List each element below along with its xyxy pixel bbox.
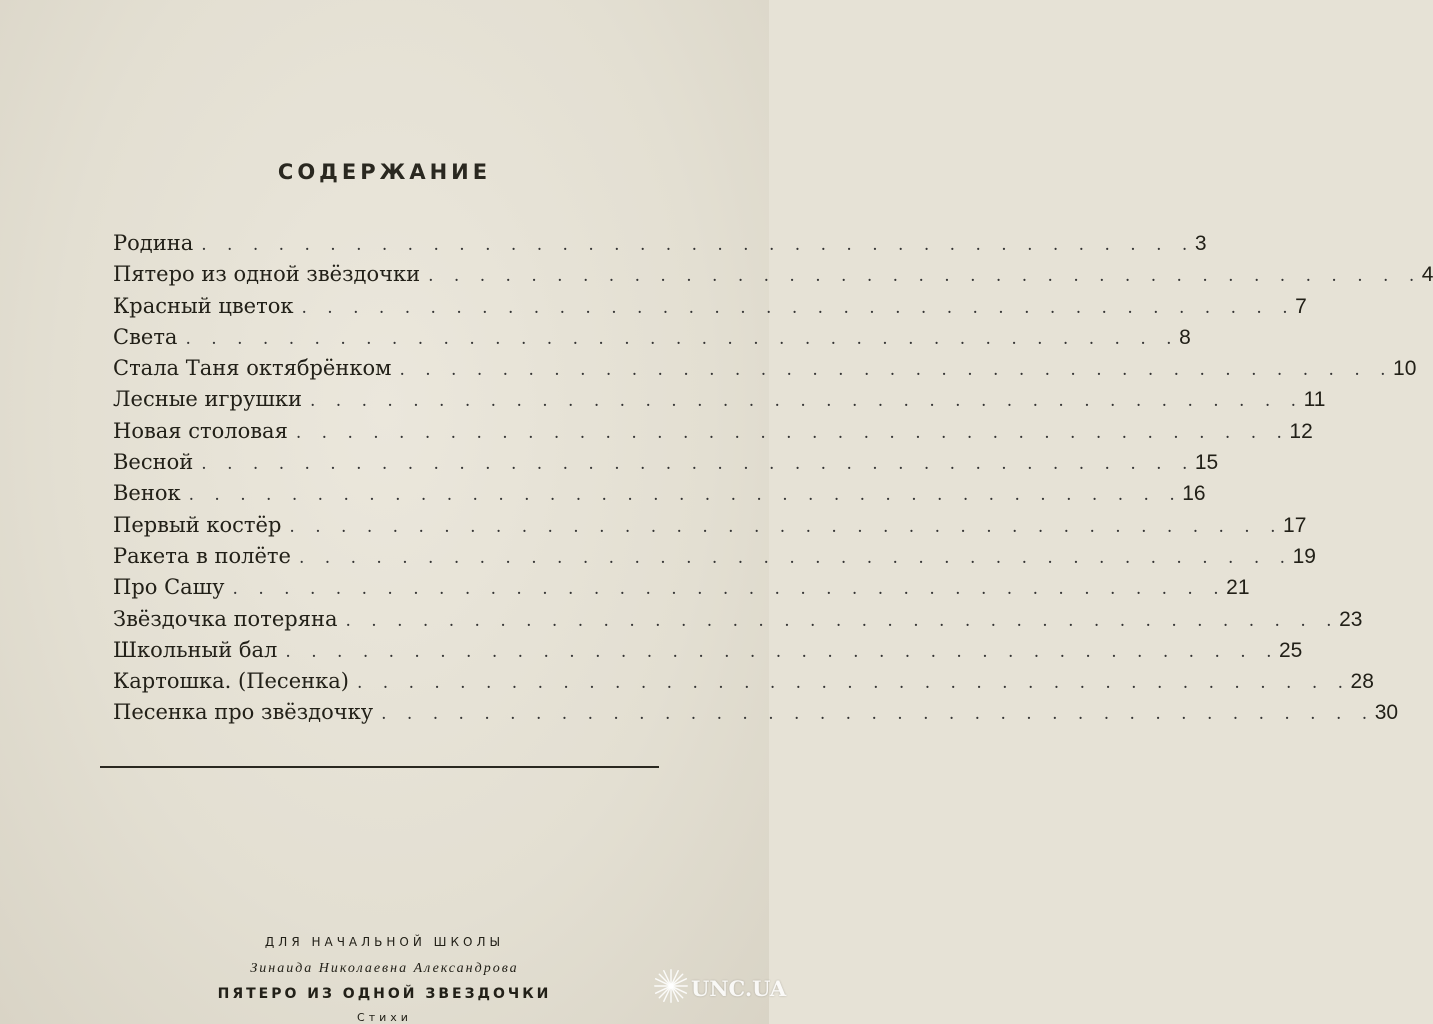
toc-entry	[113, 478, 1206, 509]
toc-leader-dots: . . . . . . . . . . . . . . . . . . . . . . . . . . . . . . . . . . . . . . .	[345, 610, 1340, 631]
toc-leader-dots: . . . . . . . . . . . . . . . . . . . . . . . . . . . . . . . . . . . . . . .	[428, 266, 1422, 287]
toc-entry-page: 3	[1194, 232, 1207, 255]
imprint-author: Зинаида Николаевна Александрова	[250, 961, 519, 976]
toc-entry-title: Новая столовая	[113, 418, 288, 443]
toc-entry	[113, 697, 1399, 728]
toc-entry	[113, 635, 1303, 666]
toc-entry-page: 4	[1421, 263, 1433, 287]
table-of-contents	[113, 228, 1433, 729]
section-divider	[100, 766, 659, 768]
toc-entry-title: Пятеро из одной звёздочки	[113, 262, 421, 287]
toc-leader-dots: . . . . . . . . . . . . . . . . . . . . . . . . . . . . . . . . . . . . . . .	[298, 547, 1293, 568]
toc-entry	[113, 353, 1417, 384]
toc-leader-dots: . . . . . . . . . . . . . . . . . . . . . . . . . . . . . . . . . . . . . . .	[188, 485, 1183, 506]
imprint-series: ДЛЯ НАЧАЛЬНОЙ ШКОЛЫ	[264, 935, 505, 949]
toc-entry-page: 23	[1339, 607, 1363, 631]
toc-leader-dots: . . . . . . . . . . . . . . . . . . . . . . . . . . . . . . . . . . . . . . .	[201, 235, 1195, 255]
toc-leader-dots: . . . . . . . . . . . . . . . . . . . . . . . . . . . . . . . . . . . . . . .	[399, 360, 1394, 381]
toc-entry-page: 25	[1278, 638, 1303, 662]
toc-entry-title: Стала Таня октябрёнком	[113, 356, 392, 381]
toc-entry-title: Первый костёр	[113, 512, 282, 537]
toc-entry-title: Школьный бал	[113, 637, 278, 662]
toc-leader-dots: . . . . . . . . . . . . . . . . . . . . . . . . . . . . . . . . . . . . . . .	[232, 579, 1227, 600]
toc-entry-title: Родина	[113, 231, 194, 255]
toc-entry-page: 10	[1393, 357, 1417, 381]
toc-entry-title: Венок	[113, 481, 181, 506]
toc-entry-title: Звёздочка потеряна	[113, 606, 338, 631]
toc-entry	[113, 572, 1250, 603]
toc-leader-dots: . . . . . . . . . . . . . . . . . . . . . . . . . . . . . . . . . . . . . . .	[309, 391, 1304, 412]
toc-entry-page: 16	[1182, 482, 1206, 506]
toc-entry	[113, 259, 1433, 290]
toc-leader-dots: . . . . . . . . . . . . . . . . . . . . . . . . . . . . . . . . . . . . . . .	[381, 704, 1375, 725]
toc-entry	[113, 666, 1374, 697]
toc-entry-title: Лесные игрушки	[113, 387, 302, 412]
toc-entry	[113, 604, 1363, 635]
toc-entry-page: 8	[1179, 325, 1191, 349]
toc-entry-title: Света	[113, 324, 178, 349]
toc-entry-page: 7	[1295, 294, 1307, 318]
watermark	[653, 966, 787, 1010]
toc-entry-page: 30	[1374, 701, 1399, 725]
imprint-genre: Стихи	[357, 1011, 412, 1024]
toc-entry	[113, 447, 1219, 478]
toc-entry-title: Картошка. (Песенка)	[113, 669, 349, 694]
toc-title: СОДЕРЖАНИЕ	[277, 160, 492, 184]
toc-leader-dots: . . . . . . . . . . . . . . . . . . . . . . . . . . . . . . . . . . . . . . .	[185, 328, 1180, 349]
toc-entry-title: Красный цветок	[113, 293, 294, 318]
toc-entry	[113, 291, 1307, 322]
toc-leader-dots: . . . . . . . . . . . . . . . . . . . . . . . . . . . . . . . . . . . . . . .	[289, 516, 1284, 537]
toc-entry-page: 17	[1283, 513, 1307, 537]
toc-entry-page: 21	[1226, 576, 1250, 600]
sparkle-icon	[653, 968, 689, 1008]
toc-entry-page: 12	[1289, 419, 1313, 443]
toc-leader-dots: . . . . . . . . . . . . . . . . . . . . . . . . . . . . . . . . . . . . . . .	[285, 641, 1279, 662]
toc-entry-page: 19	[1292, 544, 1316, 568]
toc-entry-title: Песенка про звёздочку	[113, 700, 374, 725]
toc-entry-page: 11	[1303, 388, 1326, 412]
toc-entry	[113, 541, 1316, 572]
toc-entry-title: Про Сашу	[113, 575, 225, 600]
toc-entry	[113, 384, 1326, 415]
toc-entry-page: 28	[1350, 670, 1374, 694]
toc-entry-title: Ракета в полёте	[113, 543, 291, 568]
toc-entry-title: Весной	[113, 450, 194, 475]
toc-leader-dots: . . . . . . . . . . . . . . . . . . . . . . . . . . . . . . . . . . . . . . .	[295, 422, 1290, 443]
toc-entry-page: 15	[1194, 451, 1219, 475]
toc-entry	[113, 322, 1191, 353]
toc-leader-dots: . . . . . . . . . . . . . . . . . . . . . . . . . . . . . . . . . . . . . . .	[356, 673, 1351, 694]
toc-entry	[113, 510, 1307, 541]
toc-leader-dots: . . . . . . . . . . . . . . . . . . . . . . . . . . . . . . . . . . . . . . .	[201, 454, 1195, 475]
watermark-text: UNC.UA	[691, 975, 787, 1001]
toc-entry	[113, 416, 1313, 447]
toc-leader-dots: . . . . . . . . . . . . . . . . . . . . . . . . . . . . . . . . . . . . . . .	[301, 297, 1296, 318]
imprint-book-title: ПЯТЕРО ИЗ ОДНОЙ ЗВЕЗДОЧКИ	[217, 986, 552, 1002]
toc-entry	[113, 228, 1207, 259]
